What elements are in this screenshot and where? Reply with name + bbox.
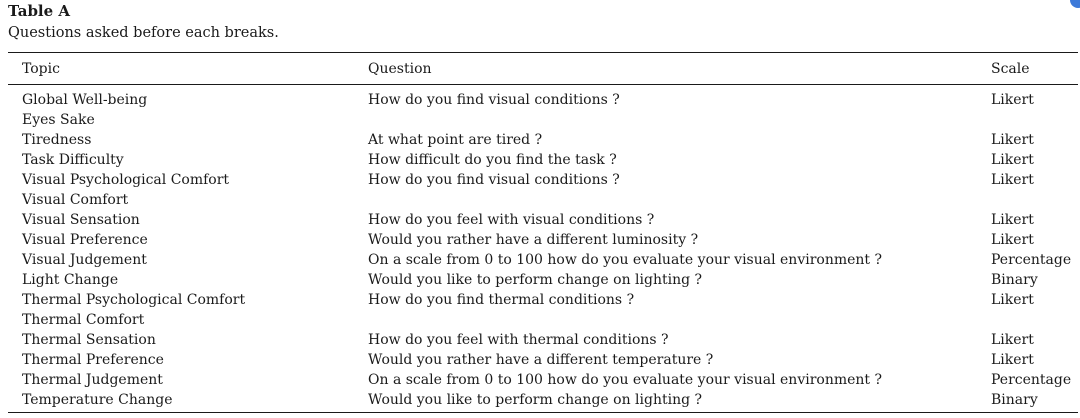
cell-topic: Thermal Sensation — [22, 332, 156, 348]
table-top-rule — [8, 52, 1078, 53]
cell-scale: Likert — [991, 332, 1034, 348]
cell-question: At what point are tired ? — [368, 132, 543, 148]
cell-question: Would you rather have a different luminosity ? — [368, 232, 699, 248]
cell-topic: Visual Psychological Comfort — [22, 172, 230, 188]
cell-topic: Light Change — [22, 272, 119, 288]
cell-question: How do you find visual conditions ? — [368, 92, 620, 108]
cell-topic: Thermal Comfort — [22, 312, 145, 328]
cell-question: How do you feel with visual conditions ? — [368, 212, 655, 228]
table-row — [8, 190, 1078, 210]
cell-scale: Likert — [991, 352, 1034, 368]
cell-topic: Tiredness — [22, 132, 92, 148]
cell-scale: Likert — [991, 232, 1034, 248]
cell-question: How do you feel with thermal conditions ? — [368, 332, 669, 348]
table-row — [8, 250, 1078, 270]
cell-topic: Temperature Change — [22, 392, 173, 408]
cell-topic: Eyes Sake — [22, 112, 95, 128]
table-row — [8, 210, 1078, 230]
table-row — [8, 90, 1078, 110]
cell-scale: Likert — [991, 212, 1034, 228]
cell-question: On a scale from 0 to 100 how do you evaluate your visual environment ? — [368, 252, 883, 268]
cell-scale: Likert — [991, 172, 1034, 188]
table-row — [8, 270, 1078, 290]
table-row — [8, 150, 1078, 170]
cell-topic: Visual Preference — [22, 232, 148, 248]
table-row — [8, 310, 1078, 330]
cell-question: Would you like to perform change on lighting ? — [368, 272, 703, 288]
cell-scale: Likert — [991, 132, 1034, 148]
table-row — [8, 110, 1078, 130]
table-title: Table A — [8, 2, 71, 20]
table-row — [8, 370, 1078, 390]
cell-scale: Likert — [991, 292, 1034, 308]
column-header-question: Question — [368, 61, 432, 77]
cell-scale: Percentage — [991, 372, 1072, 388]
cell-question: How difficult do you find the task ? — [368, 152, 617, 168]
cell-topic: Visual Comfort — [22, 192, 129, 208]
cell-topic: Visual Sensation — [22, 212, 140, 228]
table-row — [8, 390, 1078, 410]
cell-topic: Visual Judgement — [22, 252, 147, 268]
cell-topic: Thermal Psychological Comfort — [22, 292, 246, 308]
cell-scale: Likert — [991, 92, 1034, 108]
cell-topic: Task Difficulty — [22, 152, 124, 168]
column-header-topic: Topic — [22, 61, 60, 77]
table-row — [8, 230, 1078, 250]
cell-scale: Binary — [991, 272, 1038, 288]
column-header-scale: Scale — [991, 61, 1030, 77]
cell-question: On a scale from 0 to 100 how do you evaluate your visual environment ? — [368, 372, 883, 388]
table-bottom-rule — [8, 412, 1078, 413]
cell-topic: Thermal Judgement — [22, 372, 163, 388]
cell-topic: Thermal Preference — [22, 352, 164, 368]
cell-scale: Likert — [991, 152, 1034, 168]
cell-scale: Binary — [991, 392, 1038, 408]
table-header-row — [8, 59, 1078, 79]
table-row — [8, 350, 1078, 370]
cell-question: How do you find visual conditions ? — [368, 172, 620, 188]
table-row — [8, 290, 1078, 310]
table-row — [8, 170, 1078, 190]
cell-scale: Percentage — [991, 252, 1072, 268]
cell-question: Would you like to perform change on lighting ? — [368, 392, 703, 408]
cell-question: Would you rather have a different temperature ? — [368, 352, 714, 368]
table-a — [8, 0, 1078, 408]
cell-question: How do you find thermal conditions ? — [368, 292, 635, 308]
cell-topic: Global Well-being — [22, 92, 148, 108]
table-header-rule — [8, 84, 1078, 85]
table-row — [8, 130, 1078, 150]
table-caption: Questions asked before each breaks. — [8, 25, 279, 41]
table-row — [8, 330, 1078, 350]
